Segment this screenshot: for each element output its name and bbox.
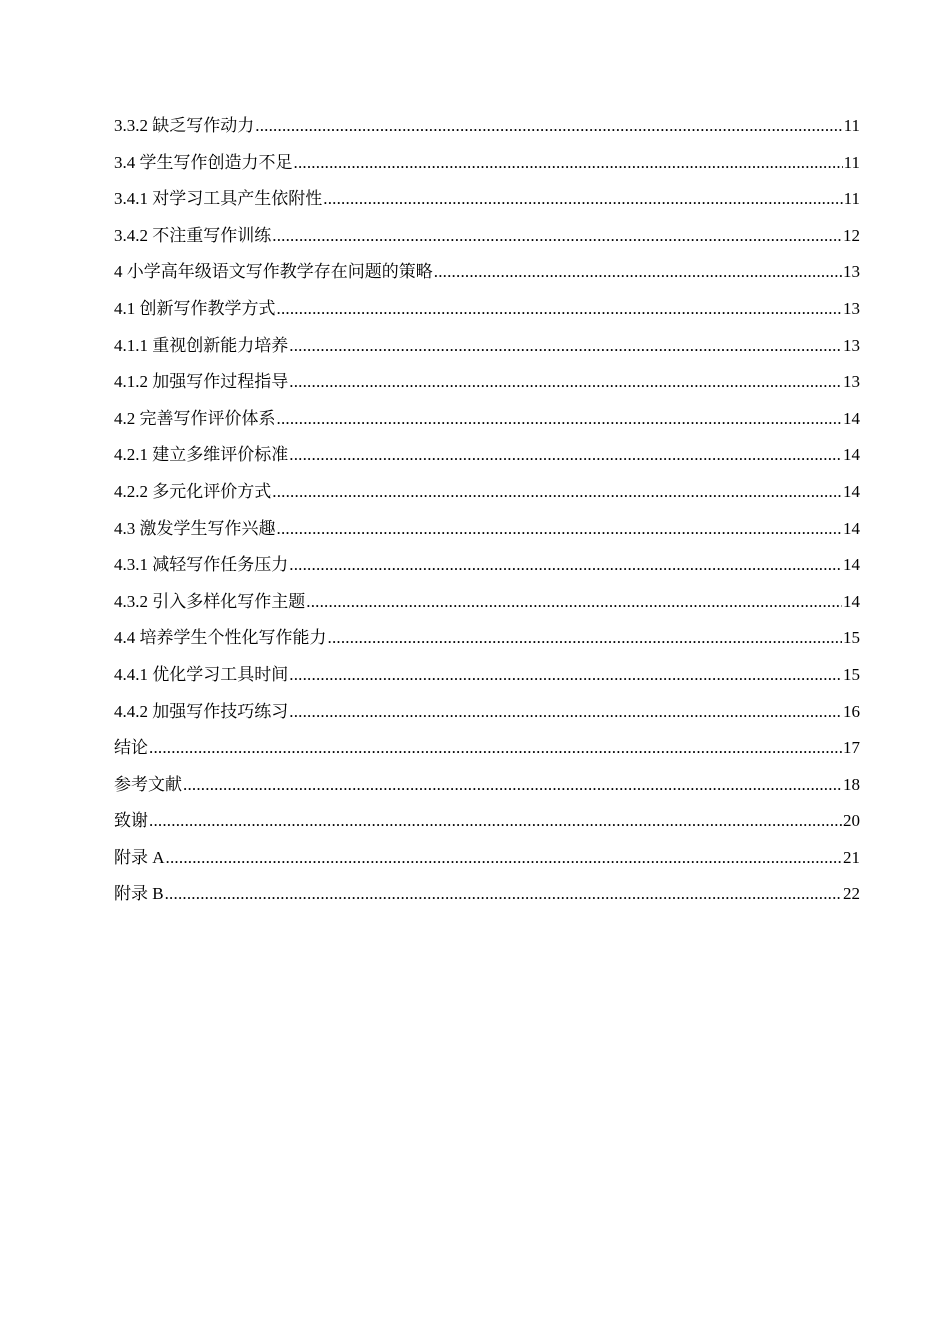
dot-leader	[289, 370, 842, 394]
toc-entry-title: 4 小学高年级语文写作教学存在问题的策略	[114, 262, 433, 282]
dot-leader	[289, 663, 842, 687]
toc-entry[interactable]	[114, 736, 860, 773]
toc-entry-title: 3.4.1 对学习工具产生依附性	[114, 189, 323, 209]
toc-entry-page: 14	[843, 555, 860, 575]
table-of-contents	[114, 114, 860, 919]
toc-entry-page: 12	[843, 225, 860, 245]
toc-entry-page: 14	[843, 408, 860, 428]
dot-leader	[306, 590, 842, 614]
toc-entry-title: 4.3 激发学生写作兴趣	[114, 518, 276, 538]
toc-entry-page: 14	[843, 518, 860, 538]
toc-entry-page: 14	[843, 445, 860, 465]
toc-entry-page: 15	[843, 664, 860, 684]
dot-leader	[272, 480, 842, 504]
toc-entry[interactable]	[114, 334, 860, 371]
toc-entry-page: 20	[843, 811, 860, 831]
toc-entry-page: 14	[843, 591, 860, 611]
dot-leader	[289, 443, 842, 467]
toc-entry[interactable]	[114, 480, 860, 517]
toc-entry-title: 4.1.2 加强写作过程指导	[114, 372, 289, 392]
toc-entry-title: 结论	[114, 738, 148, 758]
toc-entry-title: 4.4 培养学生个性化写作能力	[114, 628, 327, 648]
dot-leader	[434, 260, 842, 284]
toc-entry[interactable]	[114, 151, 860, 188]
toc-entry[interactable]	[114, 663, 860, 700]
dot-leader	[166, 846, 842, 870]
toc-entry-title: 附录 A	[114, 847, 165, 867]
toc-entry-title: 4.2.1 建立多维评价标准	[114, 445, 289, 465]
toc-entry-title: 3.4 学生写作创造力不足	[114, 152, 293, 172]
toc-entry[interactable]	[114, 224, 860, 261]
toc-entry[interactable]	[114, 114, 860, 151]
toc-entry[interactable]	[114, 553, 860, 590]
toc-entry-page: 13	[843, 335, 860, 355]
toc-entry[interactable]	[114, 626, 860, 663]
toc-entry[interactable]	[114, 846, 860, 883]
dot-leader	[277, 407, 843, 431]
toc-entry[interactable]	[114, 773, 860, 810]
dot-leader	[183, 773, 842, 797]
toc-entry-title: 4.2.2 多元化评价方式	[114, 481, 272, 501]
toc-entry-page: 11	[843, 116, 860, 135]
dot-leader	[289, 553, 842, 577]
toc-entry[interactable]	[114, 517, 860, 554]
dot-leader	[149, 809, 842, 833]
dot-leader	[272, 224, 842, 248]
toc-entry[interactable]	[114, 700, 860, 737]
dot-leader	[289, 334, 842, 358]
toc-entry[interactable]	[114, 809, 860, 846]
toc-entry-title: 4.4.1 优化学习工具时间	[114, 664, 289, 684]
toc-entry[interactable]	[114, 443, 860, 480]
toc-entry[interactable]	[114, 882, 860, 919]
dot-leader	[277, 517, 843, 541]
toc-entry-title: 4.1 创新写作教学方式	[114, 298, 276, 318]
toc-entry-title: 参考文献	[114, 774, 182, 794]
toc-entry[interactable]	[114, 590, 860, 627]
toc-entry-title: 4.4.2 加强写作技巧练习	[114, 701, 289, 721]
toc-entry-title: 4.3.2 引入多样化写作主题	[114, 591, 306, 611]
toc-entry-page: 16	[843, 701, 860, 721]
toc-entry[interactable]	[114, 260, 860, 297]
dot-leader	[277, 297, 843, 321]
toc-entry-page: 15	[843, 628, 860, 648]
toc-entry-page: 13	[843, 372, 860, 392]
dot-leader	[294, 151, 843, 175]
dot-leader	[149, 736, 842, 760]
toc-entry[interactable]	[114, 370, 860, 407]
toc-entry[interactable]	[114, 297, 860, 334]
toc-entry-page: 13	[843, 262, 860, 282]
dot-leader	[165, 882, 842, 906]
toc-entry-page: 17	[843, 738, 860, 758]
toc-entry-title: 3.3.2 缺乏写作动力	[114, 116, 255, 135]
toc-entry-page: 11	[843, 189, 860, 209]
toc-entry[interactable]	[114, 407, 860, 444]
toc-entry[interactable]	[114, 187, 860, 224]
toc-entry-title: 致谢	[114, 811, 148, 831]
toc-entry-title: 4.1.1 重视创新能力培养	[114, 335, 289, 355]
dot-leader	[255, 114, 842, 138]
dot-leader	[323, 187, 842, 211]
toc-entry-page: 22	[843, 884, 860, 904]
toc-entry-page: 13	[843, 298, 860, 318]
toc-entry-title: 4.3.1 减轻写作任务压力	[114, 555, 289, 575]
dot-leader	[328, 626, 843, 650]
toc-entry-page: 14	[843, 481, 860, 501]
dot-leader	[289, 700, 842, 724]
toc-entry-page: 11	[843, 152, 860, 172]
toc-entry-page: 18	[843, 774, 860, 794]
toc-entry-title: 附录 B	[114, 884, 164, 904]
toc-entry-title: 4.2 完善写作评价体系	[114, 408, 276, 428]
toc-entry-title: 3.4.2 不注重写作训练	[114, 225, 272, 245]
toc-entry-page: 21	[843, 847, 860, 867]
